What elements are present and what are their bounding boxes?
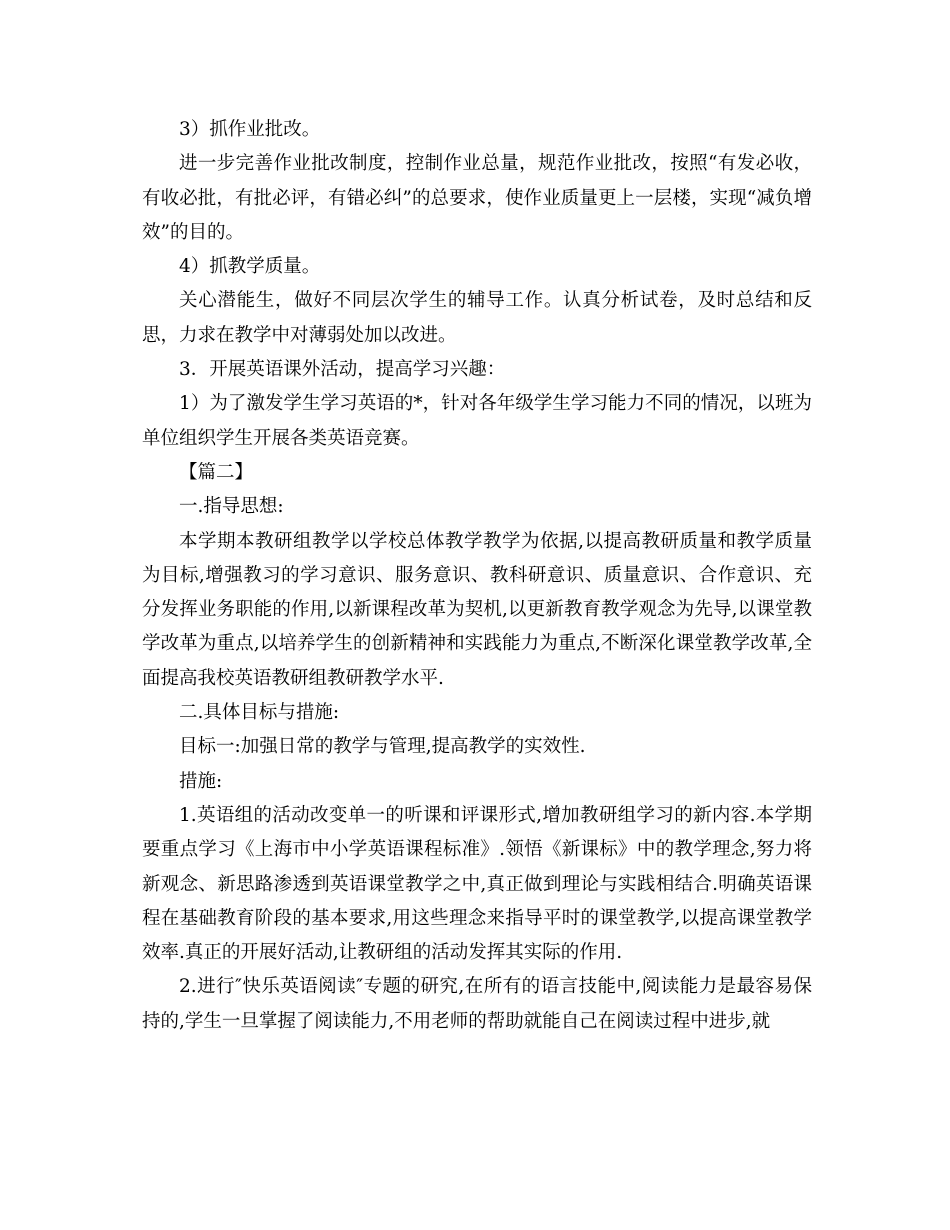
paragraph-quality-body: 关心潜能生，做好不同层次学生的辅导工作。认真分析试卷，及时总结和反思，力求在教学中对薄弱处加以改进。 [142, 290, 812, 346]
paragraph-measures-label: 措施: [179, 770, 223, 792]
section-heading-part-two: 【篇二】 [179, 461, 254, 483]
paragraph-measure-two: 2.进行″快乐英语阅读″专题的研究,在所有的语言技能中,阅读能力是最容易保持的,学生一旦掌握了阅读能力,不用老师的帮助就能自己在阅读过程中进步,就 [142, 976, 812, 1032]
paragraph-quality-heading: 4）抓教学质量。 [179, 256, 321, 278]
paragraph-homework-heading: 3）抓作业批改。 [179, 119, 321, 140]
paragraph-measure-one: 1.英语组的活动改变单一的听课和评课形式,增加教研组学习的新内容.本学期要重点学习《上海市中小学英语课程标准》.领悟《新课标》中的教学理念,努力将新观念、新思路渗透到英语课堂教学之中,真正做到理论与实践相结合.明确英语课程在基础教育阶段的基本要求,用这些理念来指导平时的课堂教学,以提高课堂教学效率.真正的开展好活动,让教研组的活动发挥其实际的作用. [142, 804, 812, 964]
paragraph-goals-heading: 二.具体目标与措施: [179, 702, 340, 724]
paragraph-homework-body: 进一步完善作业批改制度，控制作业总量，规范作业批改，按照“有发必收，有收必批，有批必评，有错必纠”的总要求，使作业质量更上一层楼，实现“减负增效”的目的。 [142, 153, 812, 243]
paragraph-activities-body: 1）为了激发学生学习英语的*，针对各年级学生学习能力不同的情况，以班为单位组织学生开展各类英语竞赛。 [142, 393, 812, 449]
paragraph-activities-heading: 3．开展英语课外活动，提高学习兴趣： [179, 359, 506, 381]
paragraph-guiding-ideas-body: 本学期本教研组教学以学校总体教学教学为依据,以提高教研质量和教学质量为目标,增强教习的学习意识、服务意识、教科研意识、质量意识、合作意识、充分发挥业务职能的作用,以新课程改革为契机,以更新教育教学观念为先导,以课堂教学改革为重点,以培养学生的创新精神和实践能力为重点,不断深化课堂教学改革,全面提高我校英语教研组教研教学水平. [142, 530, 812, 689]
paragraph-goal-one: 目标一:加强日常的教学与管理,提高教学的实效性. [179, 736, 586, 758]
document-body [142, 113, 812, 1039]
paragraph-guiding-ideas-heading: 一.指导思想: [179, 496, 284, 518]
